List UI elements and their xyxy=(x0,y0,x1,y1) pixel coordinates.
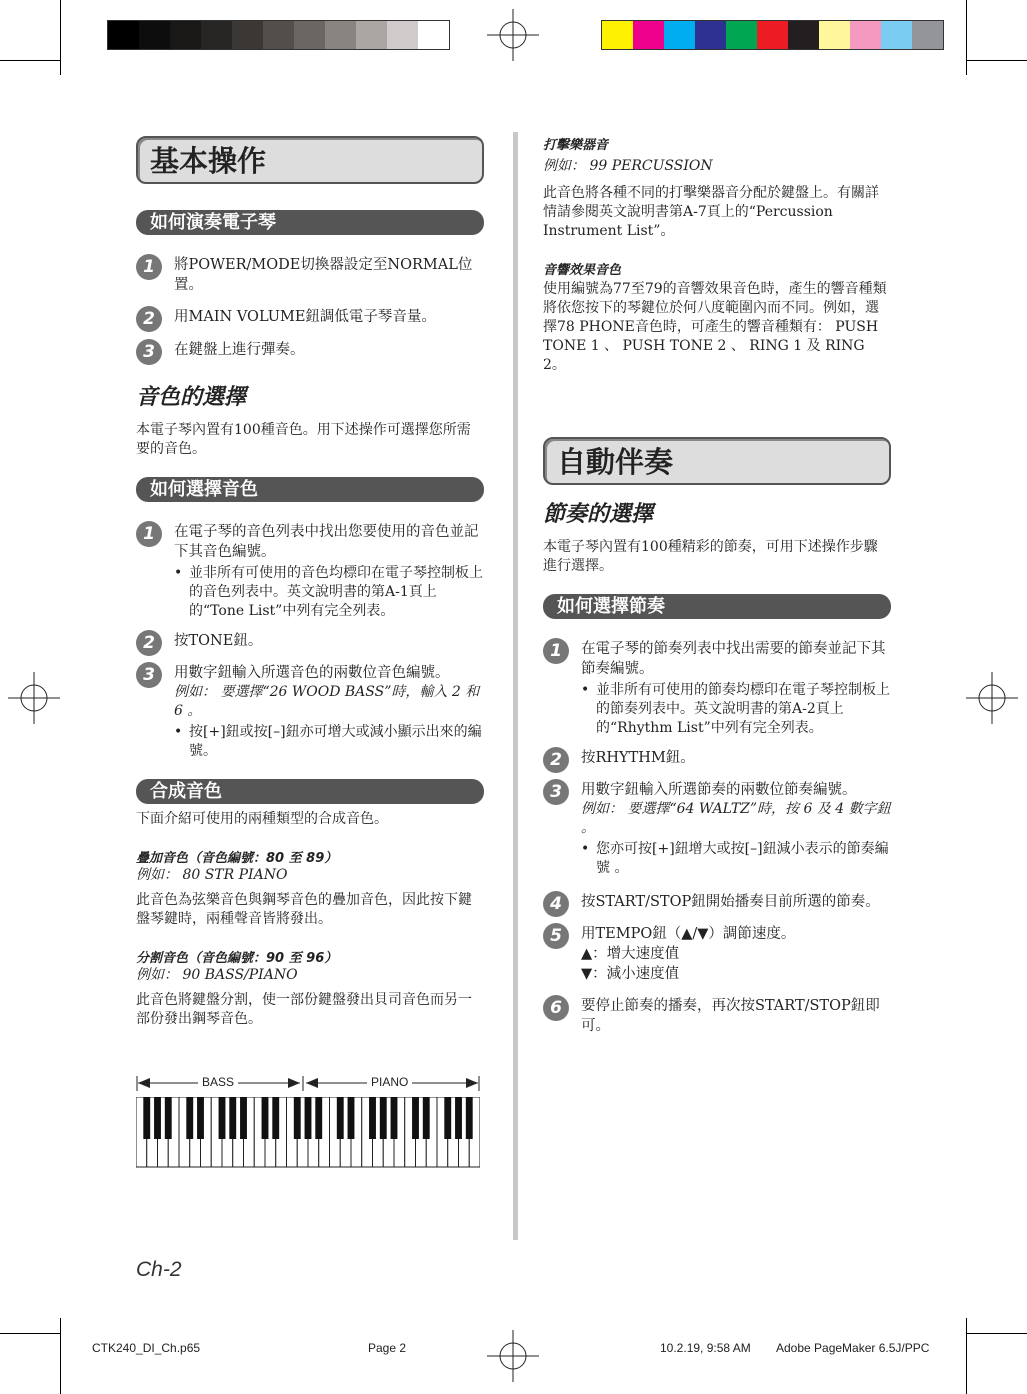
registration-mark-bottom xyxy=(487,1330,539,1382)
black-key xyxy=(305,1097,312,1139)
step-number: 1 xyxy=(136,254,162,280)
process-swatch xyxy=(726,21,757,49)
process-swatch xyxy=(633,21,664,49)
gray-swatch xyxy=(387,21,418,49)
gray-swatch xyxy=(263,21,294,49)
black-key xyxy=(272,1097,279,1139)
auto-accompaniment-title: 自動伴奏 xyxy=(543,437,891,485)
footer-page: Page 2 xyxy=(368,1341,407,1355)
sfx-text: 使用編號為77至79的音響效果音色時，產生的響音種類將依您按下的琴鍵位於何八度範圍內而不同。例如，選擇78 PHONE音色時，可產生的響音種類有： PUSH TONE 1 、 PUSH TONE 2 、 RING 1 及 RING 2。 xyxy=(543,281,887,373)
footer-filename: CTK240_DI_Ch.p65 xyxy=(92,1341,201,1355)
black-key xyxy=(337,1097,344,1139)
select-tone-heading: 如何選擇音色 xyxy=(136,477,484,502)
registration-mark-top xyxy=(487,9,539,61)
step-text: 按START/STOP鈕開始播奏目前所選的節奏。 xyxy=(581,894,880,910)
rhythm-section-heading: 節奏的選擇 xyxy=(543,502,654,527)
page-number: Ch-2 xyxy=(136,1258,182,1281)
tone-step-2 xyxy=(136,631,484,651)
black-key xyxy=(444,1097,451,1139)
tone-section-heading: 音色的選擇 xyxy=(136,385,247,410)
process-swatch xyxy=(695,21,726,49)
step-text: 按TONE鈕。 xyxy=(174,633,263,649)
step-number: 3 xyxy=(136,662,162,688)
step-text: 將POWER/MODE切換器設定至NORMAL位置。 xyxy=(174,257,473,293)
gray-swatch xyxy=(139,21,170,49)
black-key xyxy=(466,1097,473,1139)
basic-operation-title: 基本操作 xyxy=(136,136,484,184)
gray-swatch xyxy=(418,21,449,49)
black-key xyxy=(369,1097,376,1139)
gray-swatch xyxy=(232,21,263,49)
step-text: 用TEMPO鈕（▲/▼）調節速度。 xyxy=(581,926,796,942)
black-key xyxy=(380,1097,387,1139)
black-key xyxy=(315,1097,322,1139)
black-key xyxy=(143,1097,150,1139)
play-heading: 如何演奏電子琴 xyxy=(136,210,484,235)
step-number: 3 xyxy=(543,779,569,805)
black-key xyxy=(229,1097,236,1139)
keyboard-keys xyxy=(136,1097,480,1169)
step-number: 1 xyxy=(136,521,162,547)
step-text: 在鍵盤上進行彈奏。 xyxy=(174,342,305,358)
play-step-1 xyxy=(136,255,484,295)
step-note: • 按[+]鈕或按[–]鈕亦可增大或減小顯示出來的編號。 xyxy=(174,723,484,761)
step-text: 用數字鈕輸入所選音色的兩數位音色編號。 xyxy=(174,665,450,681)
black-key xyxy=(240,1097,247,1139)
black-key xyxy=(423,1097,430,1139)
play-step-2 xyxy=(136,307,484,327)
step-text: 用數字鈕輸入所選節奏的兩數位節奏編號。 xyxy=(581,782,857,798)
gray-swatch xyxy=(108,21,139,49)
step-text: 用MAIN VOLUME鈕調低電子琴音量。 xyxy=(174,309,436,325)
step-text: 要停止節奏的播奏，再次按START/STOP鈕即可。 xyxy=(581,998,880,1034)
process-swatch xyxy=(664,21,695,49)
left-column xyxy=(136,132,484,1029)
select-rhythm-heading: 如何選擇節奏 xyxy=(543,594,891,619)
split-text: 此音色將鍵盤分割，使一部份鍵盤發出貝司音色而另一部份發出鋼琴音色。 xyxy=(136,992,472,1027)
right-column xyxy=(543,132,891,1036)
bass-label: BASS xyxy=(198,1075,238,1089)
gray-swatch xyxy=(294,21,325,49)
black-key xyxy=(219,1097,226,1139)
layer-example: 例如： 80 STR PIANO xyxy=(136,867,288,883)
black-key xyxy=(294,1097,301,1139)
rhythm-step-6 xyxy=(543,996,891,1036)
step-number: 2 xyxy=(136,630,162,656)
layer-title: 疊加音色（音色編號：80 至 89） xyxy=(136,851,338,866)
column-divider xyxy=(513,132,518,1240)
black-key xyxy=(197,1097,204,1139)
black-key xyxy=(455,1097,462,1139)
process-swatch xyxy=(881,21,912,49)
grayscale-color-bar xyxy=(107,20,450,50)
black-key xyxy=(165,1097,172,1139)
black-key xyxy=(154,1097,161,1139)
split-title: 分割音色（音色編號：90 至 96） xyxy=(136,951,338,966)
footer-datetime: 10.2.19, 9:58 AM xyxy=(660,1341,751,1355)
black-key xyxy=(412,1097,419,1139)
step-number: 2 xyxy=(136,306,162,332)
process-swatch xyxy=(602,21,633,49)
registration-mark-left xyxy=(8,672,60,724)
step-number: 2 xyxy=(543,747,569,773)
footer-application: Adobe PageMaker 6.5J/PPC xyxy=(776,1341,930,1355)
rhythm-intro: 本電子琴內置有100種精彩的節奏，可用下述操作步驟進行選擇。 xyxy=(543,539,878,574)
tone-step-1 xyxy=(136,522,484,621)
black-key xyxy=(186,1097,193,1139)
gray-swatch xyxy=(325,21,356,49)
step-number: 6 xyxy=(543,995,569,1021)
split-range-arrows xyxy=(136,1073,480,1095)
tone-step-3 xyxy=(136,663,484,761)
tone-intro: 本電子琴內置有100種音色。用下述操作可選擇您所需要的音色。 xyxy=(136,422,471,457)
step-example: 例如： 要選擇“26 WOOD BASS”時，輸入 2 和 6 。 xyxy=(174,684,480,719)
black-key xyxy=(348,1097,355,1139)
rhythm-step-5 xyxy=(543,924,891,984)
step-note: • 您亦可按[+]鈕增大或按[–]鈕減小表示的節奏編號 。 xyxy=(581,840,891,878)
gray-swatch xyxy=(356,21,387,49)
percussion-text: 此音色將各種不同的打擊樂器音分配於鍵盤上。有關詳情請參閱英文說明書第A-7頁上的“Percussion Instrument List”。 xyxy=(543,185,879,239)
gray-swatch xyxy=(201,21,232,49)
process-swatch xyxy=(912,21,943,49)
black-key xyxy=(391,1097,398,1139)
synth-intro: 下面介紹可使用的兩種類型的合成音色。 xyxy=(136,811,388,827)
step-number: 1 xyxy=(543,638,569,664)
percussion-example: 例如： 99 PERCUSSION xyxy=(543,158,713,174)
layer-text: 此音色為弦樂音色與鋼琴音色的疊加音色，因此按下鍵盤琴鍵時，兩種聲音皆將發出。 xyxy=(136,892,472,927)
process-swatch xyxy=(819,21,850,49)
gray-swatch xyxy=(170,21,201,49)
process-swatch xyxy=(788,21,819,49)
step-number: 5 xyxy=(543,923,569,949)
percussion-title: 打擊樂器音 xyxy=(543,138,609,153)
step-text: 在電子琴的節奏列表中找出需要的節奏並記下其節奏編號。 xyxy=(581,641,886,677)
rhythm-step-4 xyxy=(543,892,891,912)
process-color-bar xyxy=(601,20,944,50)
step-example: 例如： 要選擇“64 WALTZ”時，按 6 及 4 數字鈕 。 xyxy=(581,801,891,836)
play-step-3 xyxy=(136,340,484,360)
tempo-down-note: ▼：減小速度值 xyxy=(581,966,680,982)
step-text: 按RHYTHM鈕。 xyxy=(581,750,695,766)
step-text: 在電子琴的音色列表中找出您要使用的音色並記下其音色編號。 xyxy=(174,524,479,560)
sfx-title: 音響效果音色 xyxy=(543,263,622,278)
registration-mark-right xyxy=(966,672,1018,724)
step-note: • 並非所有可使用的節奏均標印在電子琴控制板上的節奏列表中。英文說明書的第A-2頁上的“Rhythm List”中列有完全列表。 xyxy=(581,681,891,738)
split-keyboard-diagram xyxy=(136,1073,480,1169)
tempo-up-note: ▲：增大速度值 xyxy=(581,946,680,962)
piano-label: PIANO xyxy=(367,1075,412,1089)
step-number: 3 xyxy=(136,339,162,365)
process-swatch xyxy=(850,21,881,49)
step-number: 4 xyxy=(543,891,569,917)
rhythm-step-1 xyxy=(543,639,891,738)
synth-heading: 合成音色 xyxy=(136,779,484,804)
step-note: • 並非所有可使用的音色均標印在電子琴控制板上的音色列表中。英文說明書的第A-1頁上的“Tone List”中列有完全列表。 xyxy=(174,564,484,621)
split-example: 例如： 90 BASS/PIANO xyxy=(136,967,298,983)
rhythm-step-2 xyxy=(543,748,891,768)
black-key xyxy=(262,1097,269,1139)
rhythm-step-3 xyxy=(543,780,891,878)
process-swatch xyxy=(757,21,788,49)
